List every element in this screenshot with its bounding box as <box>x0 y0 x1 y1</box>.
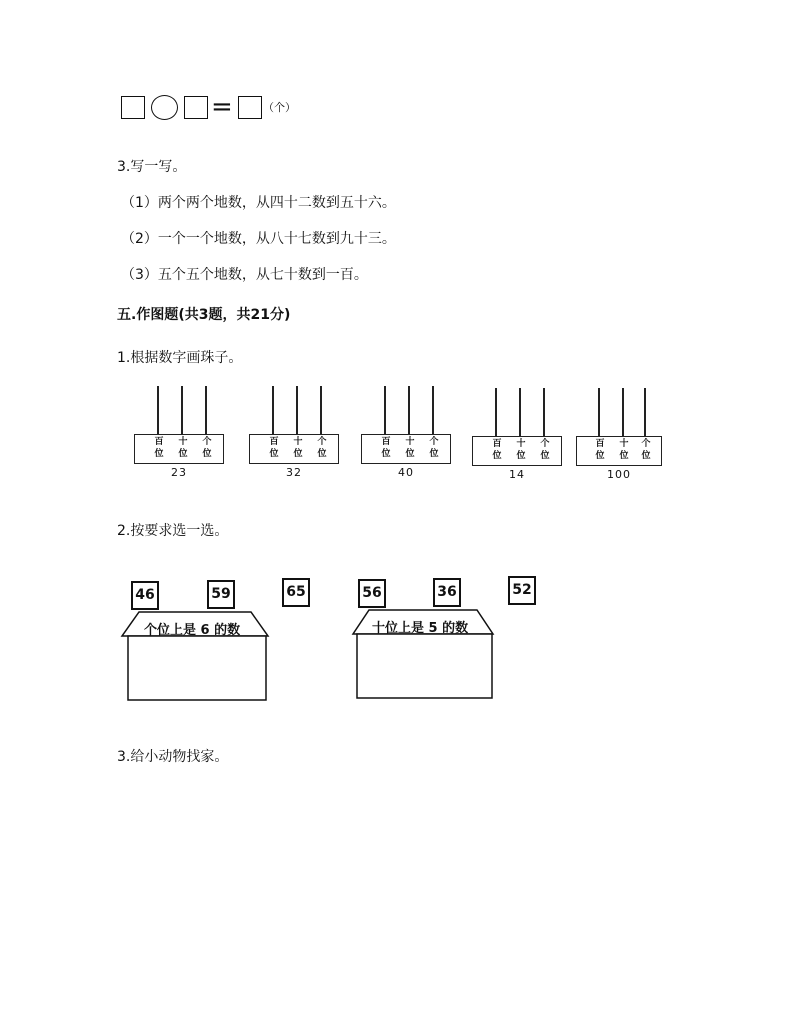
hundreds-place-label: 百 位 <box>269 437 279 459</box>
number-card[interactable]: 52 <box>508 576 536 605</box>
ones-rod[interactable] <box>644 388 646 436</box>
equals-sign: = <box>211 92 233 122</box>
question-3-title: 3.写一写。 <box>117 159 187 175</box>
answer-box[interactable] <box>184 96 208 119</box>
ones-place-label: 个 位 <box>202 437 212 459</box>
unit-label: （个） <box>263 101 296 114</box>
abacus <box>134 386 224 479</box>
hundreds-place-label: 百 位 <box>492 439 502 461</box>
abacus-number: 23 <box>171 466 187 479</box>
abacus-base <box>472 436 562 466</box>
abacus <box>249 386 339 479</box>
section-5-title: 五.作图题(共3题，共21分) <box>117 307 291 323</box>
hundreds-rod[interactable] <box>157 386 159 434</box>
hundreds-place-label: 百 位 <box>154 437 164 459</box>
ones-place-label: 个 位 <box>317 437 327 459</box>
abacus-number: 32 <box>286 466 302 479</box>
abacus-number: 40 <box>398 466 414 479</box>
section-5-question-1-title: 1.根据数字画珠子。 <box>117 350 243 366</box>
number-card[interactable]: 65 <box>282 578 310 607</box>
tens-rod[interactable] <box>519 388 521 436</box>
ones-rod[interactable] <box>320 386 322 434</box>
ones-place-label: 个 位 <box>429 437 439 459</box>
hundreds-place-label: 百 位 <box>595 439 605 461</box>
ones-place-label: 个 位 <box>540 439 550 461</box>
tens-place-label: 十 位 <box>619 439 629 461</box>
abacus-base <box>134 434 224 464</box>
operator-circle[interactable] <box>151 95 178 120</box>
question-3-item: （2）一个一个地数，从八十七数到九十三。 <box>121 231 396 247</box>
number-card[interactable]: 59 <box>207 580 235 609</box>
tens-rod[interactable] <box>181 386 183 434</box>
answer-box[interactable] <box>121 96 145 119</box>
hundreds-rod[interactable] <box>384 386 386 434</box>
section-5-question-3-title: 3.给小动物找家。 <box>117 749 229 765</box>
number-card[interactable]: 56 <box>358 579 386 608</box>
hundreds-rod[interactable] <box>272 386 274 434</box>
tens-rod[interactable] <box>408 386 410 434</box>
hundreds-place-label: 百 位 <box>381 437 391 459</box>
ones-place-label: 个 位 <box>641 439 651 461</box>
tens-digit-5-box-label: 十位上是 5 的数 <box>372 621 469 636</box>
abacus-number: 14 <box>509 468 525 481</box>
abacus-base <box>576 436 662 466</box>
tens-place-label: 十 位 <box>405 437 415 459</box>
question-3-item: （1）两个两个地数，从四十二数到五十六。 <box>121 195 396 211</box>
hundreds-rod[interactable] <box>495 388 497 436</box>
abacus-base <box>249 434 339 464</box>
hundreds-rod[interactable] <box>598 388 600 436</box>
answer-box[interactable] <box>238 96 262 119</box>
abacus <box>472 388 562 481</box>
tens-place-label: 十 位 <box>516 439 526 461</box>
tens-place-label: 十 位 <box>293 437 303 459</box>
tens-place-label: 十 位 <box>178 437 188 459</box>
ones-digit-6-box-label: 个位上是 6 的数 <box>144 623 241 638</box>
abacus-base <box>361 434 451 464</box>
ones-rod[interactable] <box>432 386 434 434</box>
tens-rod[interactable] <box>622 388 624 436</box>
abacus-number: 100 <box>607 468 631 481</box>
number-card[interactable]: 36 <box>433 578 461 607</box>
abacus <box>576 388 662 481</box>
number-card[interactable]: 46 <box>131 581 159 610</box>
abacus <box>361 386 451 479</box>
ones-rod[interactable] <box>543 388 545 436</box>
question-3-item: （3）五个五个地数，从七十数到一百。 <box>121 267 368 283</box>
section-5-question-2-title: 2.按要求选一选。 <box>117 523 229 539</box>
tens-rod[interactable] <box>296 386 298 434</box>
ones-rod[interactable] <box>205 386 207 434</box>
